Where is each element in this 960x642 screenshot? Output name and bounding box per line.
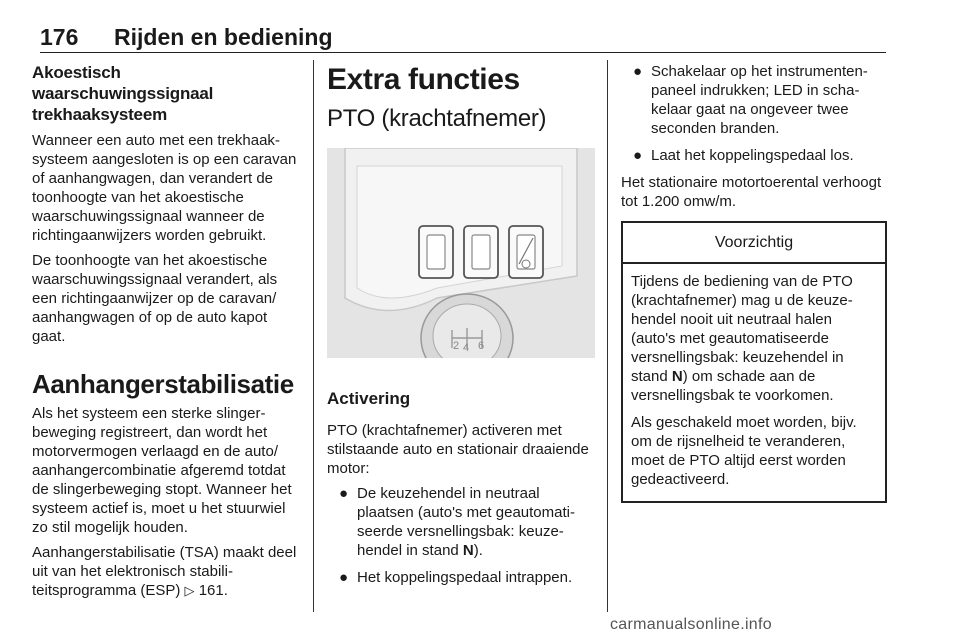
caution-title: Voorzichtig	[623, 223, 885, 264]
paragraph-text: Aanhangerstabilisatie (TSA) maakt deel uit van het elektronisch stabiliteitsprogramma (ESP)	[32, 544, 297, 599]
section-heading-activation: Activering	[327, 389, 411, 408]
column-right	[621, 62, 887, 503]
caution-body	[623, 264, 885, 501]
paragraph: Als het systeem een sterke slingerbeweging registreert, dan wordt het motorvermogen verlaagd en de auto/ aanhangercombinatie afgeremd totdat de slingerbeweging stopt. Wanneer het systeem actief is, moet u het stuurwiel zo stil mogelijk houden.	[32, 405, 292, 536]
column-divider	[313, 60, 314, 612]
bullet-icon: ●	[633, 63, 643, 80]
list-item-text: Schakelaar op het instrumentenpaneel indrukken; LED in schakelaar gaat na ongeveer twee seconden branden.	[651, 63, 868, 137]
dashboard-switch-drawing	[327, 148, 595, 358]
page-header	[40, 24, 886, 53]
bullet-icon: ●	[633, 147, 643, 164]
caution-paragraph: Als geschakeld moet worden, bijv. om de rijsnelheid te veranderen, moet de PTO altijd eerst worden gedeactiveerd.	[631, 414, 857, 488]
list-item-text-end: ).	[473, 542, 483, 559]
column-divider	[607, 60, 608, 612]
section-heading-warning-signal: Akoestisch waarschuwingssignaal trekhaaksysteem	[32, 63, 214, 124]
paragraph: Wanneer een auto met een trekhaaksysteem aangesloten is op een caravan of aanhangwagen, dan verandert de toonhoogte van het akoestische waarschuwingssignaal wanneer de richtingaanwijzers worden gebruikt.	[32, 132, 297, 244]
column-left	[32, 62, 300, 606]
cross-reference-page[interactable]: 161.	[198, 582, 228, 599]
paragraph: De toonhoogte van het akoestische waarschuwingssignaal verandert, als een richtingaanwijzer op de caravan/ aanhangwagen of op de auto kapot gaat.	[32, 252, 278, 345]
list-item-text: Het koppelingspedaal intrappen.	[357, 569, 573, 586]
list-item-text: De keuzehendel in neutraal plaatsen (auto's met geautomatiseerde versnellingsbak: keuzehendel in stand	[357, 485, 575, 559]
bullet-icon: ●	[339, 485, 349, 502]
pto-switch-illustration	[327, 148, 595, 358]
list-item	[327, 568, 595, 587]
gear-label: 2	[453, 340, 460, 352]
caution-box	[621, 221, 887, 503]
cross-reference-arrow-icon: ▷	[184, 583, 195, 598]
page-number: 176	[40, 24, 79, 50]
running-title: Rijden en bediening	[114, 24, 333, 50]
list-item	[621, 146, 887, 165]
section-subtitle: PTO (krachtafnemer)	[327, 105, 547, 132]
section-heading-trailer-stability: Aanhangerstabilisatie	[32, 369, 294, 399]
watermark: carmanualsonline.info	[610, 616, 772, 633]
chapter-title: Extra functies	[327, 63, 520, 96]
list-item	[621, 62, 887, 138]
gear-label: 6	[478, 340, 485, 352]
paragraph: PTO (krachtafnemer) activeren met stilstaande auto en stationair draaiende motor:	[327, 422, 589, 477]
column-middle	[327, 62, 595, 595]
bullet-icon: ●	[339, 569, 349, 586]
paragraph: Het stationaire motortoerental verhoogt tot 1.200 omw/m.	[621, 174, 882, 210]
caution-text-end: ) om schade aan de versnellingsbak te voorkomen.	[631, 368, 834, 404]
caution-text: Tijdens de bediening van de PTO (krachtafnemer) mag u de keuzehendel nooit uit neutraal halen (auto's met geautomatiseerde versnellingsbak: keuzehendel in stand	[631, 273, 853, 385]
gear-position: N	[671, 368, 683, 385]
caution-paragraph	[631, 272, 877, 405]
gear-position: N	[462, 542, 474, 559]
gear-label: 4	[463, 342, 470, 354]
list-item	[327, 484, 595, 560]
list-item-text: Laat het koppelingspedaal los.	[651, 147, 854, 164]
paragraph	[32, 543, 300, 600]
